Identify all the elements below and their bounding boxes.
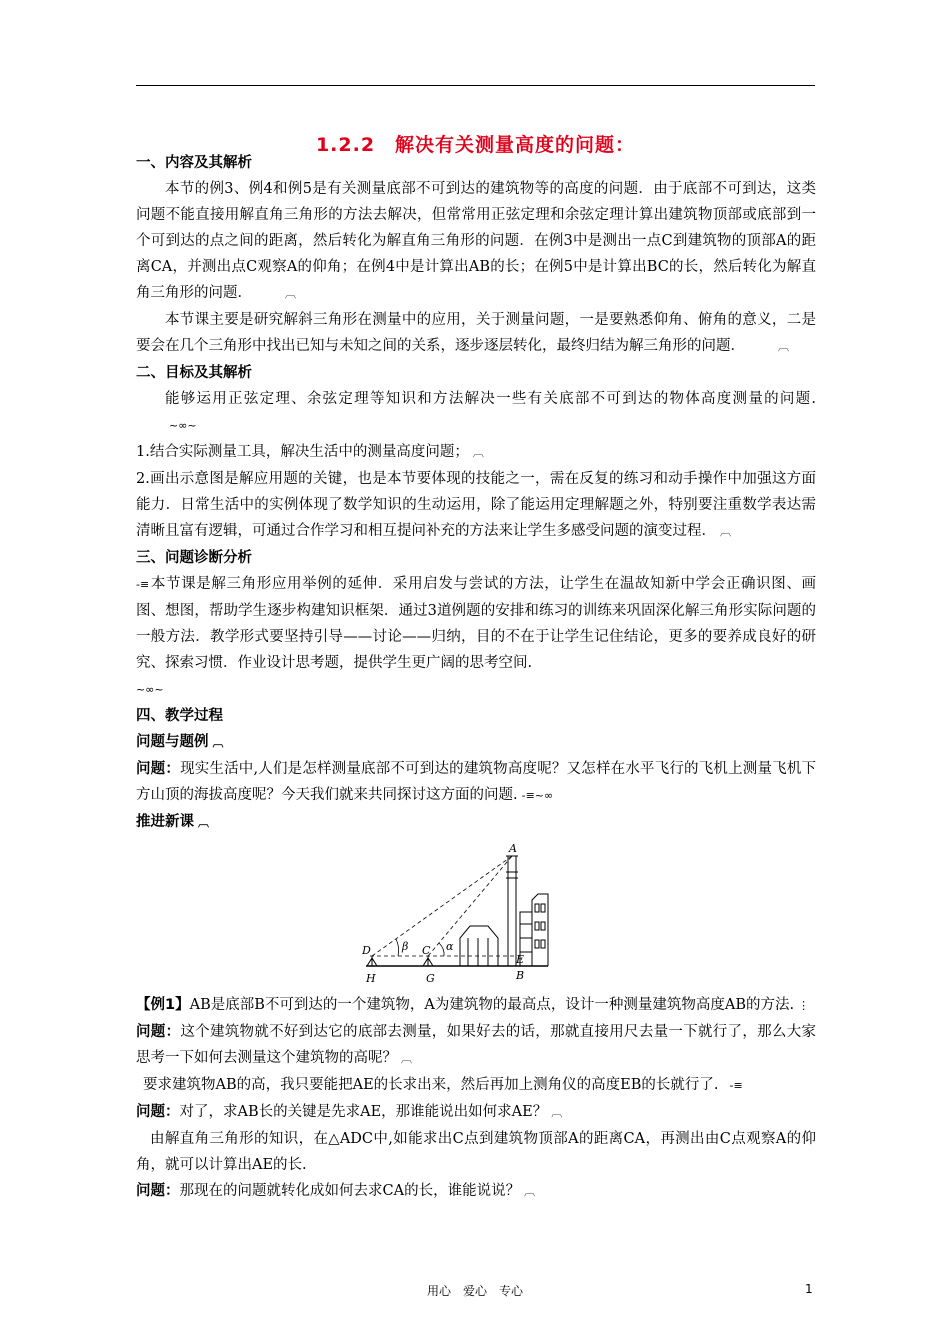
chimney-tower <box>506 856 518 966</box>
scribble-mark-icon: ⋮ <box>798 999 810 1012</box>
sight-line-from-D <box>372 856 512 956</box>
label-E: E <box>516 953 525 966</box>
edit-mark-icon: ︹ <box>720 525 731 538</box>
factory-buildings <box>460 894 548 966</box>
angle-beta-arc <box>396 939 399 956</box>
scribble-mark-icon: -≡ <box>729 1079 743 1092</box>
section-2-item-1: 1.结合实际测量工具，解决生活中的测量高度问题； ︹ <box>136 439 816 466</box>
section-2-heading: 二、目标及其解析 <box>136 365 252 381</box>
edit-mark-icon: ︹ <box>285 287 296 300</box>
document-body <box>136 150 816 1205</box>
edit-mark-icon: ︹ <box>472 446 484 459</box>
label-D: D <box>362 944 371 957</box>
section-2-paragraph-1: 能够运用正弦定理、余弦定理等知识和方法解决一些有关底部不可到达的物体高度测量的问题.~∞~ <box>136 386 816 439</box>
edit-mark-icon: ︹ <box>212 736 224 749</box>
section-1-paragraph-1: 本节的例3、例4和例5是有关测量底部不可到达的建筑物等的高度的问题．由于底部不可到达，这类问题不能直接用解直角三角形的方法去解决，但常常用正弦定理和余弦定理计算出建筑物顶部或底部到一个可到达的点之间的距离，然后转化为解直角三角形的问题．在例3中是测出一点C到建筑物的顶部A的距离CA，并测出点C观察A的仰角；在例4中是计算出AB的长；在例5中是计算出BC的长，然后转化为解直角三角形的问题． ︹ <box>136 176 816 307</box>
subheading-new-lesson: 推进新课 ︹ <box>136 809 816 836</box>
sight-line-from-C <box>428 856 512 956</box>
building-measurement-figure <box>362 842 552 992</box>
page-footer: 用心 爱心 专心 <box>426 1284 523 1298</box>
section-4-heading: 四、教学过程 <box>136 708 223 724</box>
label-B: B <box>516 969 525 982</box>
scribble-mark-icon: ~∞~ <box>136 683 164 696</box>
question-3: 问题：对了，求AB长的关键是先求AE，那谁能说出如何求AE？ ︹ <box>136 1099 816 1126</box>
label-C: C <box>422 944 431 957</box>
label-H: H <box>366 972 376 985</box>
edit-mark-icon: ︹ <box>524 1185 536 1198</box>
section-3-heading: 三、问题诊断分析 <box>136 550 252 566</box>
label-A: A <box>509 842 517 855</box>
header-rule <box>136 85 815 86</box>
edit-mark-icon: ︹ <box>778 340 789 353</box>
scribble-mark-icon: -≡ <box>136 578 150 591</box>
edit-mark-icon: ︹ <box>198 816 209 829</box>
section-3-marks <box>136 676 816 703</box>
label-beta: β <box>402 940 409 953</box>
label-G: G <box>426 972 435 985</box>
angle-alpha-arc <box>439 943 444 956</box>
question-4: 问题：那现在的问题就转化成如何去求CA的长，谁能说说？ ︹ <box>136 1178 816 1205</box>
answer-2: 要求建筑物AB的高，我只要能把AE的长求出来，然后再加上测角仪的高度EB的长就行了. -≡ <box>136 1072 816 1099</box>
question-1: 问题：现实生活中,人们是怎样测量底部不可到达的建筑物高度呢？又怎样在水平飞行的飞机上测量飞机下方山顶的海拔高度呢？今天我们就来共同探讨这方面的问题. -≡~∞ <box>136 756 816 809</box>
measuring-instruments <box>367 956 433 966</box>
question-2: 问题：这个建筑物就不好到达它的底部去测量，如果好去的话，那就直接用尺去量一下就行了，那么大家思考一下如何去测量这个建筑物的高呢？ ︹ <box>136 1019 816 1072</box>
edit-mark-icon: ︹ <box>401 1052 412 1065</box>
page-title: 1.2.2 解决有关测量高度的问题： <box>315 134 636 156</box>
scribble-mark-icon: ~∞~ <box>169 419 197 432</box>
section-2-item-2: 2.画出示意图是解应用题的关键，也是本节要体现的技能之一，需在反复的练习和动手操作中加强这方面能力．日常生活中的实例体现了数学知识的生动运用，除了能运用定理解题之外，特别要注重数学表达需清晰且富有逻辑，可通过合作学习和相互提问补充的方法来让学生多感受问题的演变过程． ︹ <box>136 466 816 545</box>
section-1-heading: 一、内容及其解析 <box>136 155 252 171</box>
edit-mark-icon: ︹ <box>551 1106 563 1119</box>
section-3-paragraph-1: -≡本节课是解三角形应用举例的延伸．采用启发与尝试的方法，让学生在温故知新中学会正确识图、画图、想图，帮助学生逐步构建知识框架．通过3道例题的安排和练习的训练来巩固深化解三角形实际问题的一般方法．教学形式要坚持引导——讨论——归纳，目的不在于让学生记住结论，更多的要养成良好的研究、探索习惯．作业设计思考题，提供学生更广阔的思考空间. <box>136 571 816 676</box>
example-1: 【例1】AB是底部B不可到达的一个建筑物，A为建筑物的最高点，设计一种测量建筑物高度AB的方法. ⋮ <box>136 992 816 1019</box>
scribble-mark-icon: -≡~∞ <box>521 789 554 802</box>
label-alpha: α <box>446 940 454 953</box>
page-number: 1 <box>805 1282 813 1296</box>
answer-3: 由解直角三角形的知识，在△ADC中,如能求出C点到建筑物顶部A的距离CA，再测出由C点观察A的仰角，就可以计算出AE的长. <box>136 1131 816 1173</box>
subheading-problems: 问题与题例 ︹ <box>136 729 816 756</box>
section-1-paragraph-2: 本节课主要是研究解斜三角形在测量中的应用，关于测量问题，一是要熟悉仰角、俯角的意义，二是要会在几个三角形中找出已知与未知之间的关系，逐步逐层转化，最终归结为解三角形的问题． ︹ <box>136 307 816 360</box>
